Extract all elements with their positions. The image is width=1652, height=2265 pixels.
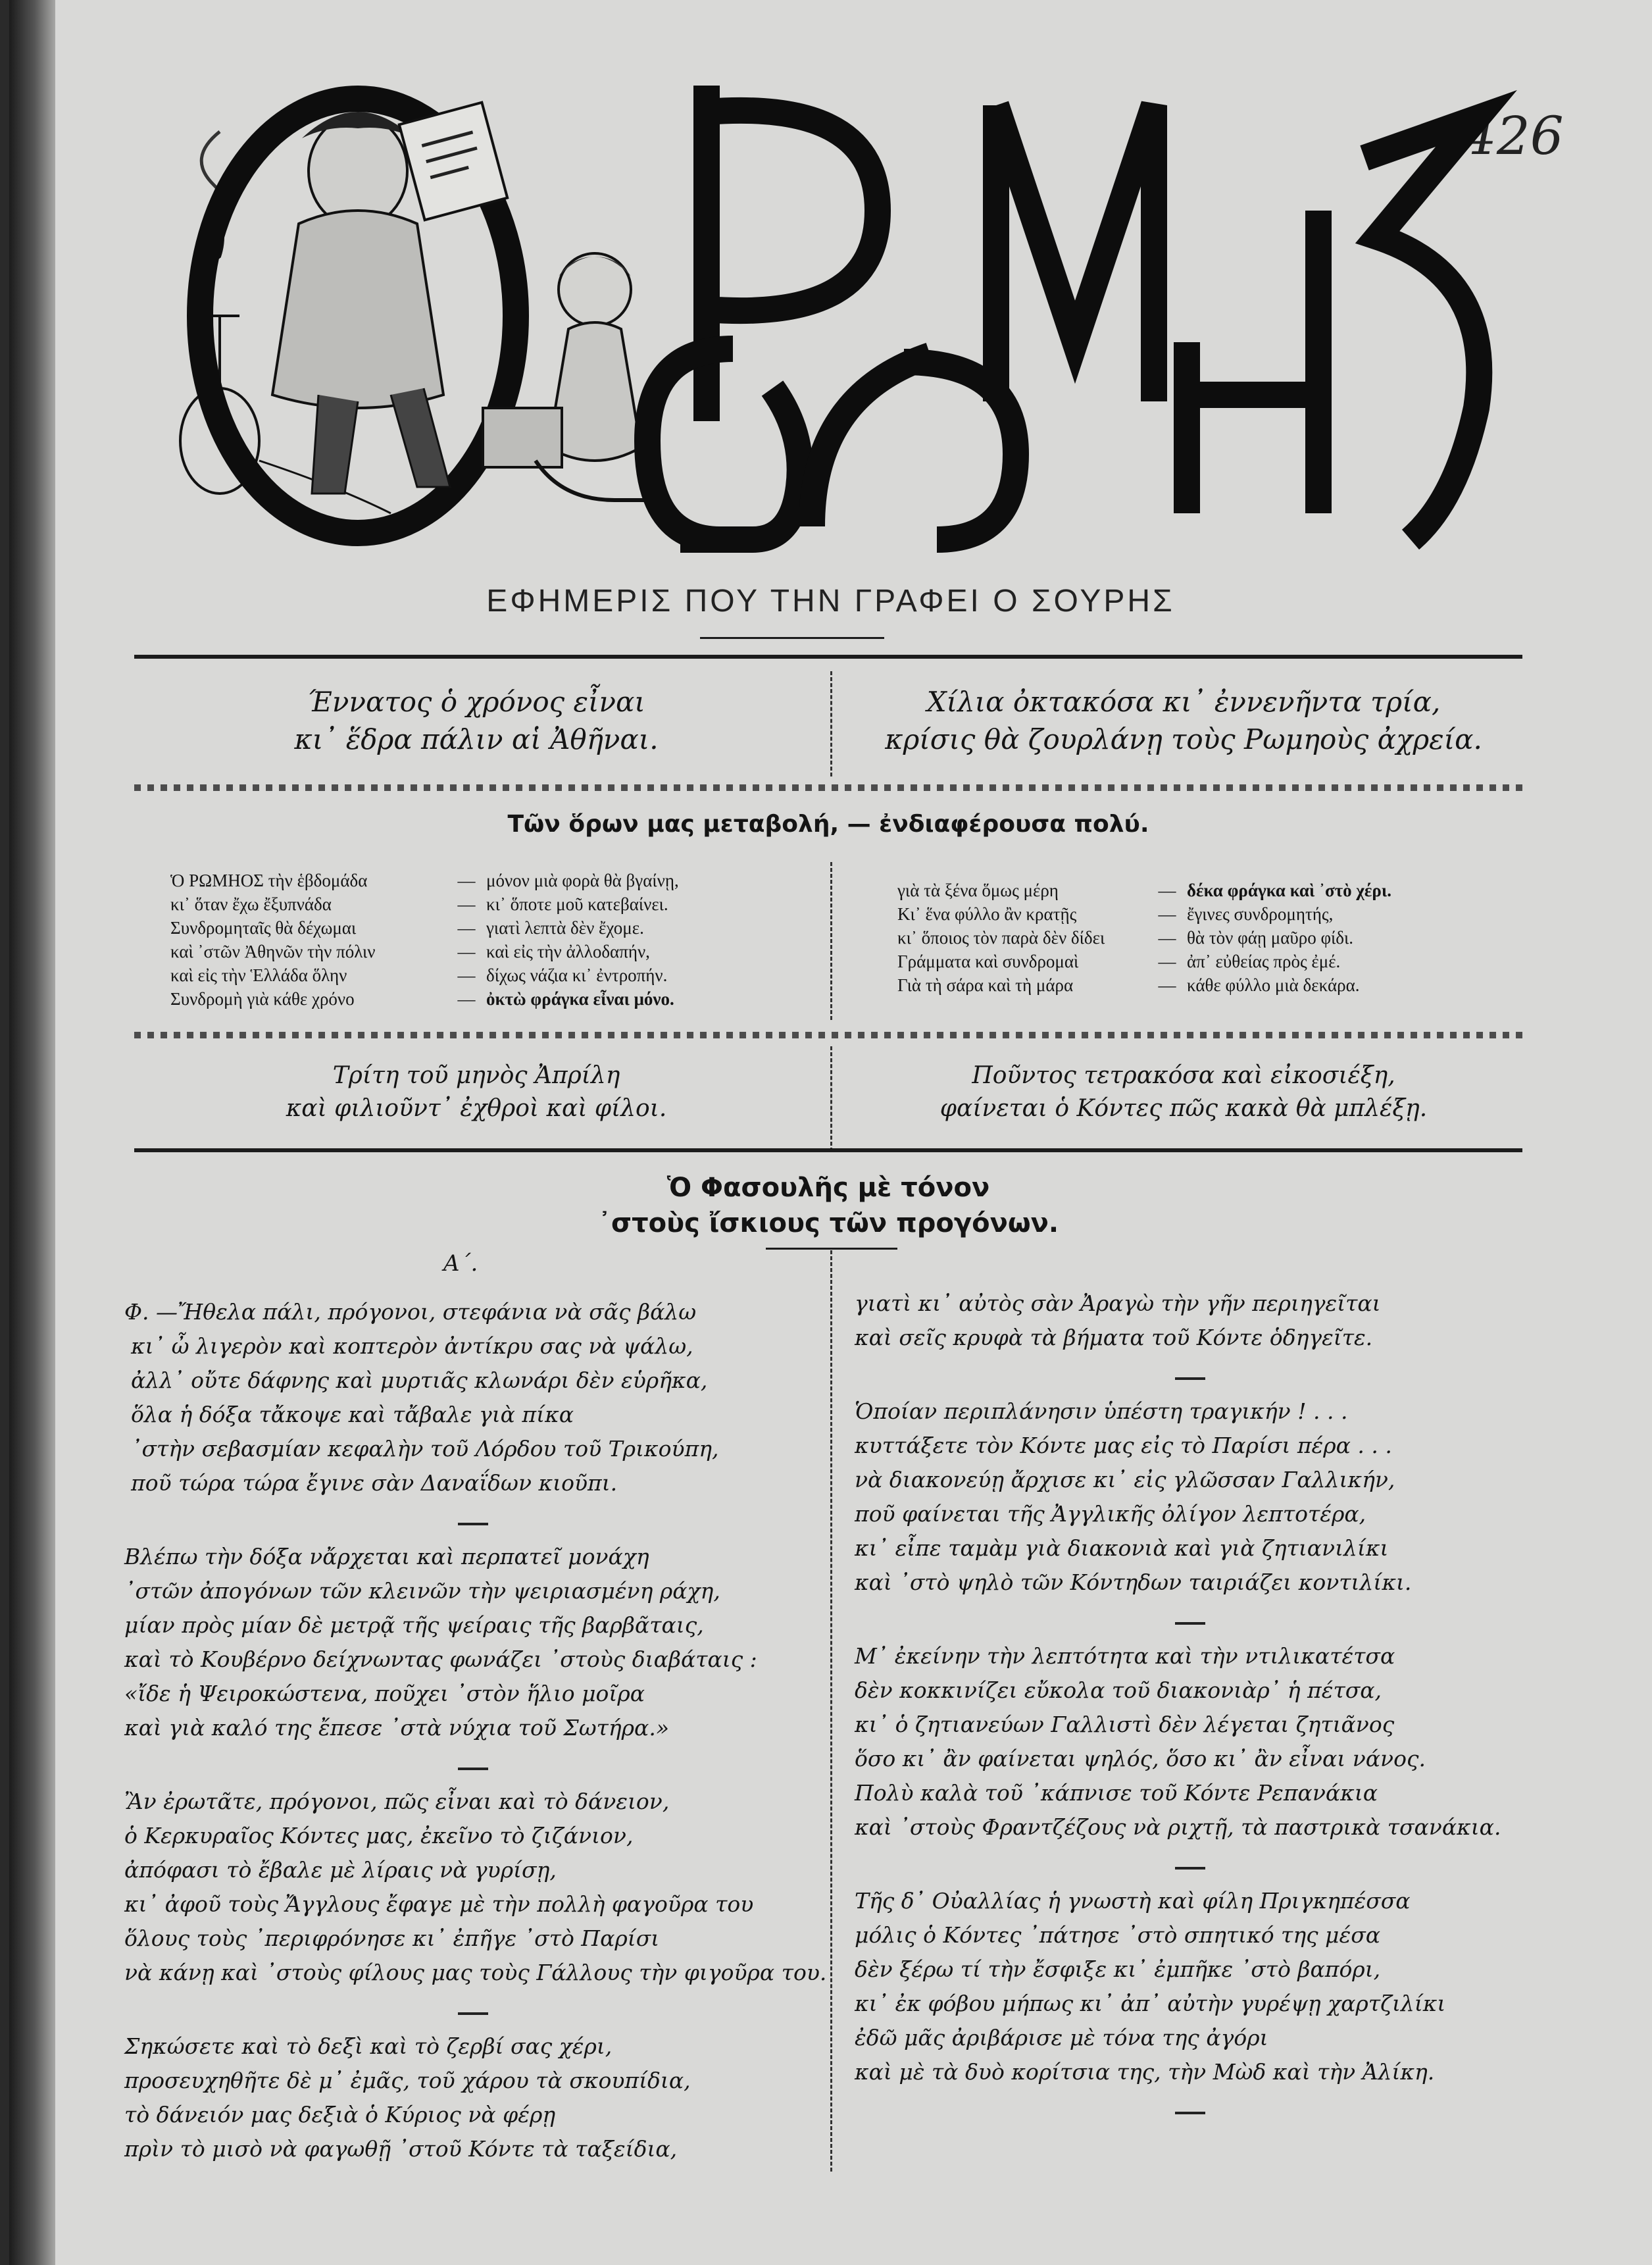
stanza-separator bbox=[458, 2012, 488, 2015]
verse-top-right: Χίλια ὀκτακόσα κι᾿ ἐννενῆντα τρία, κρίσις θὰ ζουρλάνῃ τοὺς Ρωμηοὺς ἀχρεία. bbox=[885, 686, 1482, 755]
poem-right-column bbox=[855, 1286, 1526, 2129]
poem-left-column bbox=[124, 1295, 827, 2189]
masthead-lettering bbox=[647, 86, 1479, 540]
terms-right-table bbox=[897, 878, 1522, 997]
poem-stanza: Ἂν ἐρωτᾶτε, πρόγονοι, πῶς εἶναι καὶ τὸ δάνειον, ὁ Κερκυραῖος Κόντες μας, ἐκεῖνο τὸ ζιζάνιον, ἀπόφασι τὸ ἔβαλε μὲ λίραις νὰ γυρίσῃ, κι᾿ ἀφοῦ τοὺς Ἄγγλους ἔφαγε μὲ τὴν πολλὴ φαγοῦρα του ὅλους τοὺς ᾿περιφρόνησε κι᾿ ἐπῆγε ᾿στὸ Παρίσι νὰ κάνῃ καὶ ᾿στοὺς φίλους μας τοὺς Γάλλους τὴν φιγοῦρα του. bbox=[124, 1789, 827, 1985]
terms-row: κι᾿ ὅταν ἔχω ἔξυπνάδα — κι᾿ ὅποτε μοῦ κατεβαίνει. bbox=[170, 894, 668, 914]
stanza-separator bbox=[1175, 1622, 1205, 1625]
column-divider bbox=[830, 1250, 832, 2172]
terms-left-table bbox=[170, 869, 828, 1011]
terms-row: Συνδρομὴ γιὰ κάθε χρόνο — ὀκτὼ φράγκα εἶναι μόνο. bbox=[170, 989, 674, 1009]
verse-top-left: Έννατος ὁ χρόνος εἶναι κι᾿ ἕδρα πάλιν αἱ Ἀθῆναι. bbox=[294, 686, 659, 755]
poem-stanza: Φ. —Ἤθελα πάλι, πρόγονοι, στεφάνια νὰ σᾶς βάλω κι᾿ ὦ λιγερὸν καὶ κοπτερὸν ἀντίκρυ σας νὰ ψάλω, ἀλλ᾿ οὔτε δάφνης καὶ μυρτιᾶς κλωνάρι δὲν εὑρῆκα, ὅλα ἡ δόξα τἄκοψε καὶ τἄβαλε γιὰ πίκα ᾿στὴν σεβασμίαν κεφαλὴν τοῦ Λόρδου τοῦ Τρικούπη, ποῦ τώρα τώρα ἔγινε σὰν Δαναΐδων κιοῦπι. bbox=[124, 1299, 719, 1496]
newspaper-page bbox=[9, 0, 1652, 2265]
column-divider bbox=[830, 1046, 832, 1152]
section-numeral: Α΄. bbox=[443, 1250, 478, 1277]
shoeshine-box-icon bbox=[483, 408, 562, 467]
terms-row: Συνδρομηταῖς θὰ δέχωμαι — γιατὶ λεπτὰ δὲν ἔχομε. bbox=[170, 918, 644, 938]
subtitle-ornament bbox=[700, 637, 884, 639]
column-divider bbox=[830, 862, 832, 1020]
poem-stanza: Ὁποίαν περιπλάνησιν ὑπέστη τραγικήν ! . . . κυττάξετε τὸν Κόντε μας εἰς τὸ Παρίσι πέρα . . . νὰ διακονεύῃ ἄρχισε κι᾿ εἰς γλῶσσαν Γαλλικήν, ποῦ φαίνεται τῆς Ἀγγλικῆς ὀλίγον λεπτοτέρα, κι᾿ εἶπε ταμὰμ γιὰ διακονιὰ καὶ γιὰ ζητιανιλίκι καὶ ᾿στὸ ψηλὸ τῶν Κόντηδων ταιριάζει κοντιλίκι. bbox=[855, 1398, 1412, 1595]
stanza-separator bbox=[1175, 2112, 1205, 2114]
column-divider bbox=[830, 671, 832, 776]
stanza-separator bbox=[1175, 1377, 1205, 1380]
wavy-rule bbox=[134, 1032, 1522, 1038]
stanza-separator bbox=[458, 1523, 488, 1525]
seated-man-figure bbox=[272, 103, 507, 494]
terms-row: καὶ εἰς τὴν Ἑλλάδα ὅλην — δίχως νάζια κι᾿ ἐντροπήν. bbox=[170, 965, 668, 985]
terms-row: Γράμματα καὶ συνδρομαὶ — ἀπ᾿ εὐθείας πρὸς ἐμέ. bbox=[897, 952, 1341, 971]
terms-row: Κι᾿ ἕνα φύλλο ἂν κρατῇς — ἔγινες συνδρομητής, bbox=[897, 904, 1334, 924]
section-rule bbox=[134, 1148, 1522, 1152]
masthead-illustration bbox=[161, 66, 1542, 553]
article-title: Ὁ Φασουλῆς μὲ τόνον ᾿στοὺς ἴσκιους τῶν προγόνων. bbox=[597, 1173, 1059, 1238]
header-rule bbox=[134, 655, 1522, 659]
terms-row: Ὁ ΡΩΜΗΟΣ τὴν ἑβδομάδα — μόνον μιὰ φορὰ θὰ βγαίνῃ, bbox=[170, 871, 679, 890]
poem-stanza: Μ᾿ ἐκείνην τὴν λεπτότητα καὶ τὴν ντιλικατέτσα δὲν κοκκινίζει εὔκολα τοῦ διακονιὰρ᾿ ἡ πέτσα, κι᾿ ὁ ζητιανεύων Γαλλιστὶ δὲν λέγεται ζητιᾶνος ὅσο κι᾿ ἂν φαίνεται ψηλός, ὅσο κι᾿ ἂν εἶναι νάνος. Πολὺ καλὰ τοῦ ᾿κάπνισε τοῦ Κόντε Ρεπανάκια καὶ ᾿στοὺς Φραντζέζους νὰ ριχτῇ, τὰ παστρικὰ τσανάκια. bbox=[855, 1643, 1501, 1840]
masthead-subtitle: ΕΦΗΜΕΡΙΣ ΠΟΥ ΤΗΝ ΓΡΑΦΕΙ Ο ΣΟΥΡΗΣ bbox=[486, 584, 1175, 619]
terms-row: κι᾿ ὅποιος τὸν παρὰ δὲν δίδει — θὰ τὸν φάῃ μαῦρο φίδι. bbox=[897, 928, 1354, 948]
poem-stanza: Βλέπω τὴν δόξα νἄρχεται καὶ περπατεῖ μονάχη ᾿στῶν ἀπογόνων τῶν κλεινῶν τὴν ψειριασμένη ράχη, μίαν πρὸς μίαν δὲ μετρᾷ τῆς ψείραις τῆς βαρβᾶταις, καὶ τὸ Κουβέρνο δείχνωντας φωνάζει ᾿στοὺς διαβάταις : «ἴδε ἡ Ψειροκώστενα, ποῦχει ᾿στὸν ἥλιο μοῖρα καὶ γιὰ καλό της ἔπεσε ᾿στὰ νύχια τοῦ Σωτήρα.» bbox=[124, 1544, 757, 1741]
book-binding-edge bbox=[9, 0, 55, 2265]
stanza-separator bbox=[1175, 1867, 1205, 1870]
stanza-separator bbox=[458, 1768, 488, 1770]
poem-stanza: Τῆς δ᾿ Οὐαλλίας ἡ γνωστὴ καὶ φίλη Πριγκηπέσσα μόλις ὁ Κόντες ᾿πάτησε ᾿στὸ σπητικό της μέσα δὲν ξέρω τί τὴν ἔσφιξε κι᾿ ἐμπῆκε ᾿στὸ βαπόρι, κι᾿ ἐκ φόβου μήπως κι᾿ ἀπ᾿ αὐτὴν γυρέψῃ χαρτζιλίκι ἐδῶ μᾶς ἀριβάρισε μὲ τόνα της ἀγόρι καὶ μὲ τὰ δυὸ κορίτσια της, τὴν Μὼδ καὶ τὴν Ἀλίκη. bbox=[855, 1888, 1446, 2085]
terms-row: Γιὰ τὴ σάρα καὶ τὴ μάρα — κάθε φύλλο μιὰ δεκάρα. bbox=[897, 975, 1360, 995]
terms-row: γιὰ τὰ ξένα ὅμως μέρη — δέκα φράγκα καὶ ᾿στὸ χέρι. bbox=[897, 880, 1391, 900]
poem-stanza: Σηκώσετε καὶ τὸ δεξὶ καὶ τὸ ζερβί σας χέρι, προσευχηθῆτε δὲ μ᾿ ἐμᾶς, τοῦ χάρου τὰ σκουπίδια, τὸ δάνειόν μας δεξιὰ ὁ Κύριος νὰ φέρῃ πρὶν τὸ μισὸ νὰ φαγωθῇ ᾿στοῦ Κόντε τὰ ταξείδια, bbox=[124, 2033, 691, 2162]
verse-mid-right: Ποῦντος τετρακόσα καὶ εἰκοσιέξη, φαίνεται ὁ Κόντες πῶς κακὰ θὰ μπλέξῃ. bbox=[939, 1062, 1428, 1122]
verse-mid-left: Τρίτη τοῦ μηνὸς Ἀπρίλη καὶ φιλιοῦντ᾿ ἐχθροὶ καὶ φίλοι. bbox=[286, 1062, 667, 1122]
newspaper-icon bbox=[399, 103, 507, 220]
wavy-rule bbox=[134, 784, 1522, 791]
page-number: 426 bbox=[1463, 105, 1564, 166]
terms-row: καὶ ᾿στῶν Ἀθηνῶν τὴν πόλιν — καὶ εἰς τὴν ἀλλοδαπήν, bbox=[170, 942, 650, 961]
title-underline bbox=[766, 1248, 897, 1250]
poem-stanza: γιατὶ κι᾿ αὐτὸς σὰν Ἀραγὼ τὴν γῆν περιηγεῖται καὶ σεῖς κρυφὰ τὰ βήματα τοῦ Κόντε ὁδηγεῖτε. bbox=[855, 1290, 1381, 1350]
terms-heading: Τῶν ὅρων μας μεταβολή, — ἐνδιαφέρουσα πολύ. bbox=[507, 811, 1149, 838]
